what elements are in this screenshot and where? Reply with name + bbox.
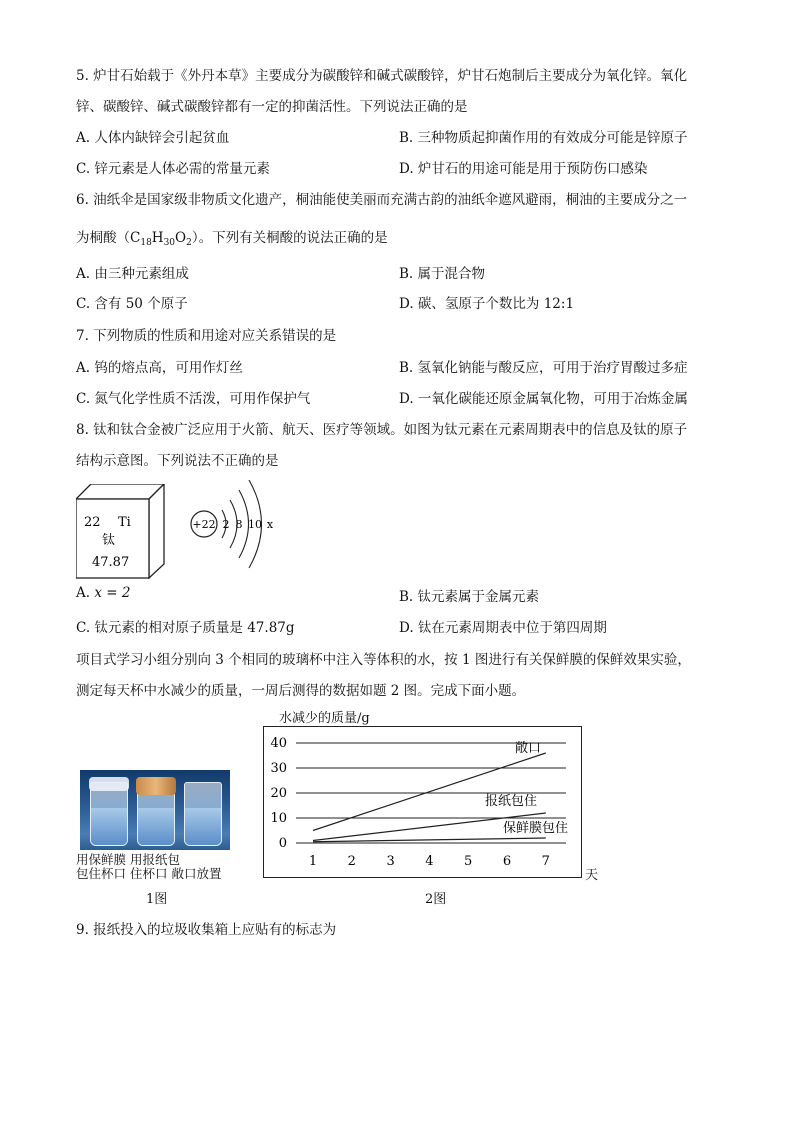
q6-stem-post: ）。下列有关桐酸的说法正确的是 [191,230,388,246]
series-line [313,753,546,831]
q5-option-d: D. 炉甘石的用途可能是用于预防伤口感染 [399,161,648,177]
chart-ylabel: 水减少的质量/g [279,711,370,726]
atomic-number: 22 [84,515,101,530]
q5-stem-line1: 5. 炉甘石始载于《外丹本草》主要成分为碳酸锌和碱式碳酸锌，炉甘石炮制后主要成分为氧化锌。氧化 [76,68,688,84]
experiment-intro-line2: 测定每天杯中水减少的质量，一周后测得的数据如题 2 图。完成下面小题。 [76,683,526,699]
q9-stem: 9. 报纸投入的垃圾收集箱上应贴有的标志为 [76,922,337,938]
y-tick-label: 20 [270,786,287,801]
q8-option-d: D. 钛在元素周期表中位于第四周期 [399,620,607,636]
q8-stem-line1: 8. 钛和钛合金被广泛应用于火箭、航天、医疗等领域。如图为钛元素在元素周期表中的信息及钛的原子 [76,422,688,438]
y-tick-label: 0 [278,836,287,851]
figure1-label-row1: 用保鲜膜 用报纸包 [76,852,180,867]
q5-option-a: A. 人体内缺锌会引起贫血 [76,130,230,146]
element-symbol: Ti [118,515,131,530]
x-tick-label: 6 [502,854,512,869]
series-line [313,838,546,842]
element-name: 钛 [102,533,116,548]
x-tick-label: 5 [464,854,473,869]
glass-open [184,782,222,846]
shell-3-count: 10 [248,518,262,531]
q8-option-a: A. x = 2 [76,585,131,601]
periodic-table-cell [76,484,166,579]
q7-stem: 7. 下列物质的性质和用途对应关系错误的是 [76,328,337,344]
shell-4-count: x [266,518,274,531]
q6-stem-line2 [76,226,388,248]
q5-option-c: C. 锌元素是人体必需的常量元素 [76,161,270,177]
series-label: 报纸包住 [484,794,537,809]
x-tick-label: 3 [386,854,395,869]
atomic-mass: 47.87 [92,555,130,570]
experiment-intro-line1: 项目式学习小组分别向 3 个相同的玻璃杯中注入等体积的水，按 1 图进行有关保鲜膜的保鲜效果实验， [76,652,691,668]
q6-option-d: D. 碳、氢原子个数比为 12:1 [399,296,575,312]
q7-option-b: B. 氢氧化钠能与酸反应，可用于治疗胃酸过多症 [399,360,688,376]
x-tick-label: 1 [308,854,318,869]
figure1-caption: 1图 [146,892,168,907]
figure1-label-row2: 包住杯口 住杯口 敞口放置 [76,866,222,881]
x-tick-label: 2 [347,854,356,869]
q6-formula: $C_{18}H_{30}O_2$ [130,230,192,248]
y-tick-label: 10 [270,811,287,826]
figure2-caption: 2图 [425,892,447,907]
glasses-photo [80,770,230,850]
chart-xlabel: 天 [585,868,599,883]
q6-option-a: A. 由三种元素组成 [76,266,189,282]
q6-option-c: C. 含有 50 个原子 [76,296,188,312]
glass-plastic-wrap [90,782,128,846]
q5-option-b: B. 三种物质起抑菌作用的有效成分可能是锌原子 [399,130,688,146]
q6-stem-pre: 为桐酸（ [76,230,130,246]
q8-option-c: C. 钛元素的相对原子质量是 47.87g [76,620,295,636]
nucleus-charge: +22 [192,518,216,531]
q5-stem-line2: 锌、碳酸锌、碱式碳酸锌都有一定的抑菌活性。下列说法正确的是 [76,99,468,115]
q6-stem-line1: 6. 油纸伞是国家级非物质文化遗产，桐油能使美丽而充满古韵的油纸伞遮风避雨，桐油的主要成分之一 [76,192,688,208]
y-tick-label: 40 [270,736,287,751]
q8-option-a-math: x = 2 [94,585,131,601]
q7-option-c: C. 氮气化学性质不活泼，可用作保护气 [76,391,311,407]
q7-option-a: A. 钨的熔点高，可用作灯丝 [76,360,243,376]
x-tick-label: 4 [425,854,434,869]
glass-newspaper [137,782,175,846]
series-label: 保鲜膜包住 [502,821,568,836]
shell-2-count: 8 [235,518,243,531]
q7-option-d: D. 一氧化碳能还原金属氧化物，可用于冶炼金属 [399,391,688,407]
q6-option-b: B. 属于混合物 [399,266,486,282]
series-label: 敞口 [514,741,541,756]
atomic-structure-diagram [188,480,288,580]
x-tick-label: 7 [541,854,550,869]
q8-option-b: B. 钛元素属于金属元素 [399,589,540,605]
shell-1-count: 2 [222,518,230,531]
water-loss-chart [263,726,593,886]
q8-stem-line2: 结构示意图。下列说法不正确的是 [76,453,279,469]
y-tick-label: 30 [270,761,287,776]
